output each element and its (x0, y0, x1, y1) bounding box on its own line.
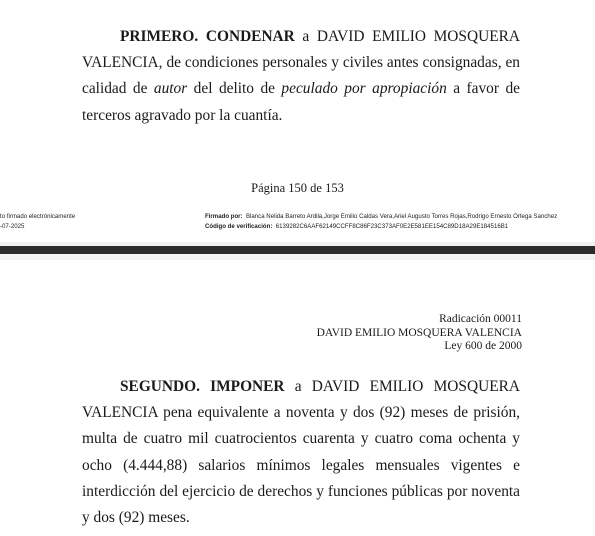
header-ley: Ley 600 de 2000 (444, 340, 522, 352)
page-separator-bar (0, 246, 595, 254)
firmado-value: Blanca Nelida Barreto Ardila,Jorge Emilio Caldas Vera,Ariel Augusto Torres Rojas,Rodrigo Ernesto Ortega Sanchez (245, 213, 558, 220)
header-radicacion: Radicación 00011 (439, 313, 522, 325)
primero-autor: autor (153, 80, 188, 98)
document-page-top (0, 0, 595, 242)
signature-left-line2: -07-2025 (0, 223, 25, 230)
primero-peculado: peculado por apropiación (281, 80, 447, 98)
codigo-label: Código de verificación: (205, 223, 273, 230)
page-header (317, 313, 522, 354)
header-nombre: DAVID EMILIO MOSQUERA VALENCIA (316, 326, 522, 339)
primero-heading: PRIMERO. CONDENAR (120, 28, 295, 45)
primero-text-c: a favor de terceros agravado por la cuantía. (82, 80, 520, 124)
firmado-label: Firmado por: (205, 213, 243, 220)
signature-left (0, 212, 75, 232)
signature-left-line1: to firmado electrónicamente (0, 213, 76, 220)
segundo-heading: SEGUNDO. IMPONER (120, 378, 285, 395)
page-number: Página 150 de 153 (251, 181, 344, 195)
segundo-text: a DAVID EMILIO MOSQUERA VALENCIA pena equivalente a noventa y dos (92) meses de prisión, multa de cuatro mil cuatrocientos cuarenta y cuatro coma ochenta y ocho (4.444,88) salarios mínimos legales mensuales vigentes e interdicción del ejercicio de derechos y funciones públicas por noventa y dos (92) meses. (82, 378, 520, 527)
resolution-segundo (82, 374, 520, 531)
codigo-value: 6139282C6AAF62149CCFF8C86F23C373AF0E2E581EE154C89D18A29E184516B1 (275, 223, 509, 230)
primero-text-b: del delito de (187, 80, 282, 98)
resolution-primero (82, 24, 520, 129)
primero-text-a: a DAVID EMILIO MOSQUERA VALENCIA, de condiciones personales y civiles antes consignadas, en calidad de (82, 28, 520, 98)
signature-right (205, 212, 557, 232)
page-separator (0, 242, 595, 260)
